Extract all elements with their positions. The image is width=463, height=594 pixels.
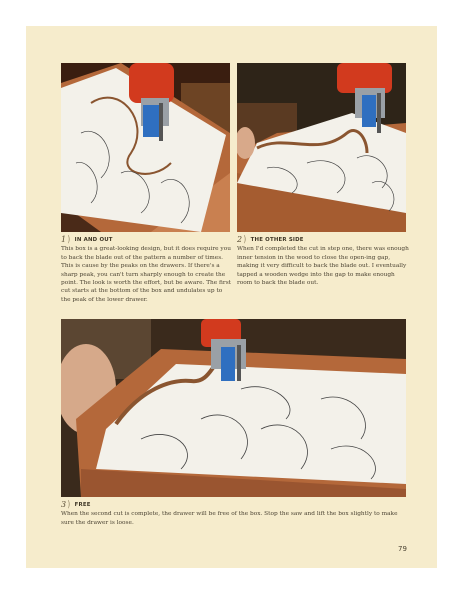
- step-2-caption: [237, 236, 409, 287]
- step-bracket-icon: ): [67, 500, 70, 510]
- step-title: IN AND OUT: [74, 237, 113, 243]
- step-body: When I'd completed the cut in step one, there was enough inner tension in the wood to close the open-ing gap, making it very difficult to back the blade out. I eventually tapped a wooden wedge into the gap to make enough room to back the blade out.: [237, 246, 409, 287]
- step-1-caption: [61, 236, 233, 304]
- step-title: FREE: [74, 502, 91, 508]
- step-number: 3: [61, 500, 67, 509]
- step-1-photo: [61, 63, 230, 232]
- book-page: [26, 26, 437, 568]
- step-bracket-icon: ): [243, 235, 246, 245]
- step-title: THE OTHER SIDE: [250, 237, 304, 243]
- step-number: 1: [61, 235, 67, 244]
- step-bracket-icon: ): [67, 235, 70, 245]
- page-number: 79: [398, 545, 407, 553]
- step-3-caption: [61, 501, 406, 527]
- step-body: When the second cut is complete, the drawer will be free of the box. Stop the saw and lift the box slightly to make sure the drawer is loose.: [61, 511, 398, 526]
- step-3-photo: [61, 319, 406, 497]
- step-body: This box is a great-looking design, but it does require you to back the blade out of the pattern a number of times. This is cause by the peaks on the drawers. If there's a sharp peak, you can't turn sharply enough to create the point. The look is worth the effort, but be aware. The first cut starts at the bottom of the box and undulates up to the peak of the lower drawer.: [61, 246, 232, 303]
- step-2-photo: [237, 63, 406, 232]
- step-number: 2: [237, 235, 243, 244]
